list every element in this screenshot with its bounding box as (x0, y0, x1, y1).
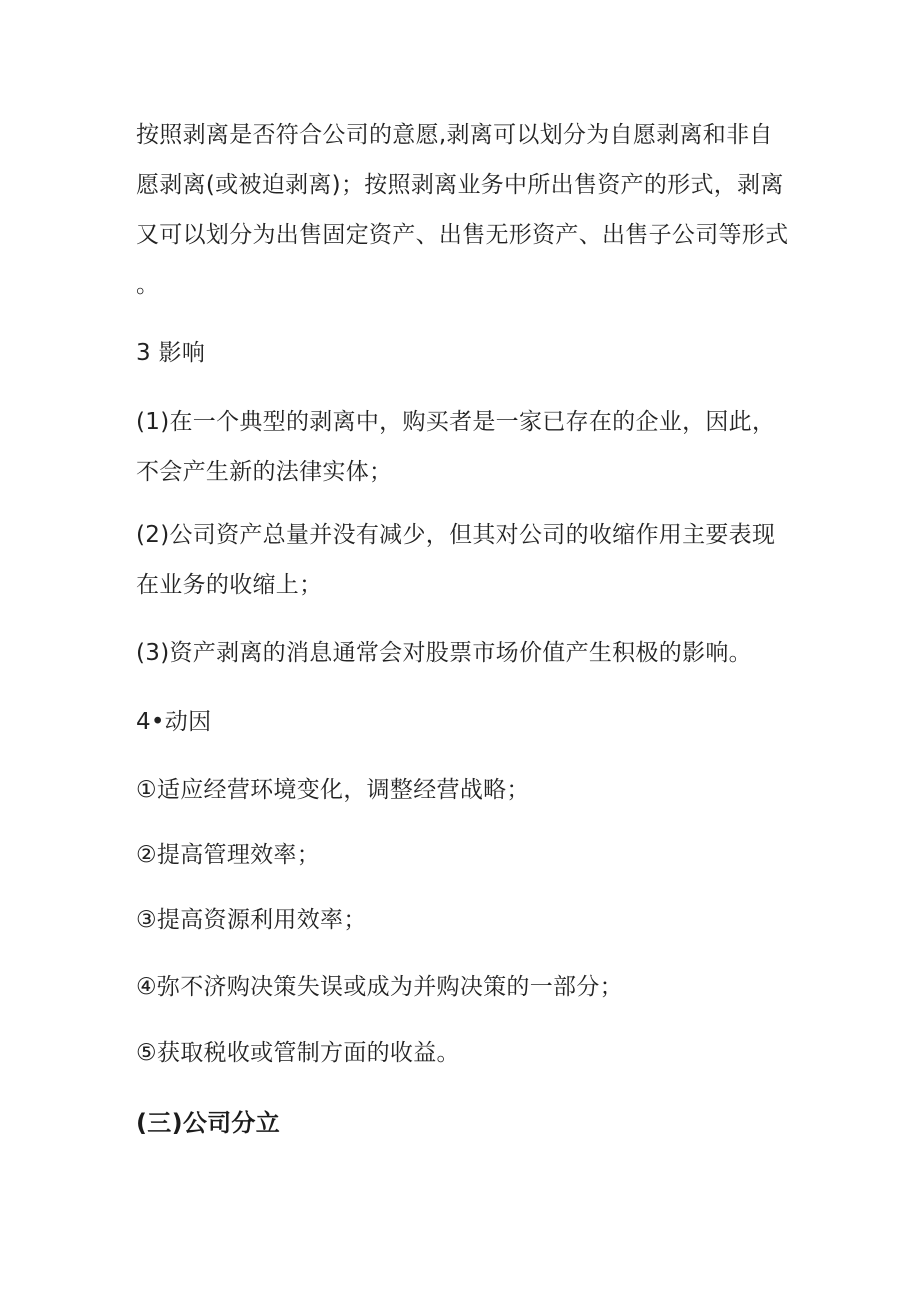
motive-item-4: ④弥不济购决策失误或成为并购决策的一部分； (136, 974, 623, 1000)
paragraph-impact-3: (3)资产剥离的消息通常会对股票市场价值产生积极的影响。 (136, 640, 752, 666)
paragraph-impact-2: (2)公司资产总量并没有减少，但其对公司的收缩作用主要表现 在业务的收缩上； (136, 522, 776, 598)
motive-item-2: ②提高管理效率； (136, 842, 321, 868)
motive-item-3: ③提高资源利用效率； (136, 907, 367, 933)
motive-item-1: ①适应经营环境变化，调整经营战略； (136, 777, 530, 803)
paragraph-divestiture-classification: 按照剥离是否符合公司的意愿,剥离可以划分为自愿剥离和非自 愿剥离(或被迫剥离)；按照剥离业务中所出售资产的形式，剥离 又可以划分为出售固定资产、出售无形资产、出售子公司等形式 。 (136, 122, 789, 298)
motive-item-5: ⑤获取税收或管制方面的收益。 (136, 1040, 460, 1066)
section-heading-company-split: (三)公司分立 (136, 1109, 281, 1137)
paragraph-impact-1: (1)在一个典型的剥离中，购买者是一家已存在的企业，因此， 不会产生新的法律实体； (136, 409, 776, 485)
subheading-motives: 4•动因 (136, 709, 212, 735)
subheading-impact: 3 影响 (136, 340, 206, 366)
